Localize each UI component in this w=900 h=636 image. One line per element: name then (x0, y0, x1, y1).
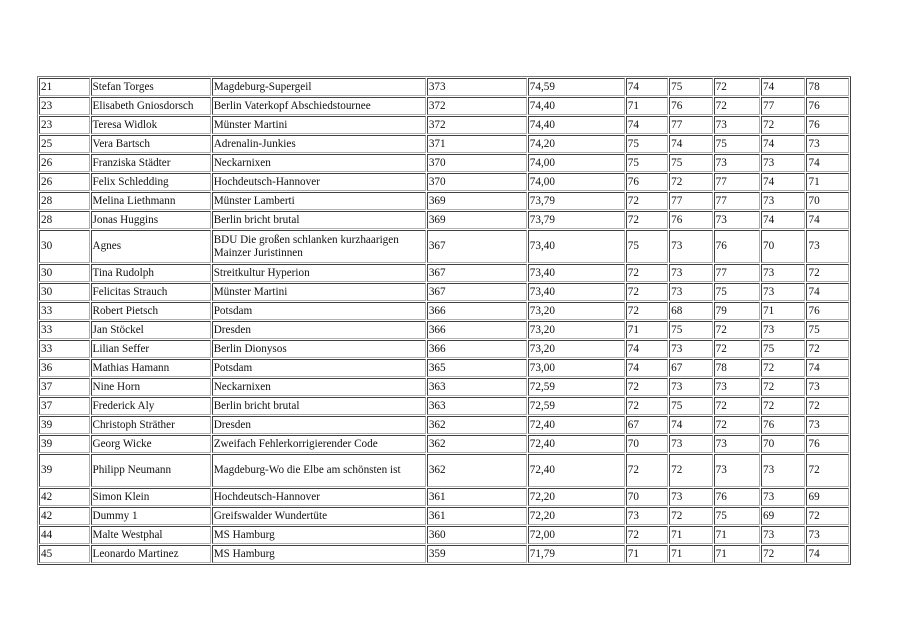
round-score-cell: 75 (626, 230, 668, 263)
average-score-cell: 73,40 (528, 230, 625, 263)
round-score-cell: 70 (806, 192, 849, 210)
round-score-cell: 67 (626, 416, 668, 434)
round-score-cell: 73 (761, 154, 805, 172)
team-cell: Berlin Vaterkopf Abschiedstournee (212, 97, 426, 115)
round-score-cell: 74 (806, 211, 849, 229)
speaker-name-cell: Dummy 1 (91, 507, 211, 525)
rank-cell: 39 (39, 454, 90, 487)
round-score-cell: 75 (714, 135, 760, 153)
round-score-cell: 75 (714, 283, 760, 301)
round-score-cell: 73 (669, 340, 712, 358)
round-score-cell: 79 (714, 302, 760, 320)
round-score-cell: 73 (761, 488, 805, 506)
team-cell: Berlin bricht brutal (212, 397, 426, 415)
round-score-cell: 73 (806, 526, 849, 544)
rank-cell: 25 (39, 135, 90, 153)
round-score-cell: 76 (806, 97, 849, 115)
round-score-cell: 71 (669, 545, 712, 563)
round-score-cell: 72 (806, 264, 849, 282)
round-score-cell: 72 (714, 416, 760, 434)
total-score-cell: 367 (427, 230, 527, 263)
speaker-name-cell: Felicitas Strauch (91, 283, 211, 301)
round-score-cell: 70 (626, 435, 668, 453)
round-score-cell: 76 (669, 97, 712, 115)
round-score-cell: 75 (761, 340, 805, 358)
round-score-cell: 73 (761, 192, 805, 210)
round-score-cell: 78 (714, 359, 760, 377)
average-score-cell: 72,59 (528, 397, 625, 415)
speaker-name-cell: Robert Pietsch (91, 302, 211, 320)
document-page (37, 76, 851, 565)
table-row (39, 359, 849, 377)
total-score-cell: 367 (427, 264, 527, 282)
average-score-cell: 74,20 (528, 135, 625, 153)
average-score-cell: 74,40 (528, 116, 625, 134)
round-score-cell: 68 (669, 302, 712, 320)
team-cell: Dresden (212, 416, 426, 434)
round-score-cell: 74 (806, 283, 849, 301)
team-cell: Adrenalin-Junkies (212, 135, 426, 153)
average-score-cell: 73,20 (528, 340, 625, 358)
round-score-cell: 72 (714, 78, 760, 96)
team-cell: Berlin Dionysos (212, 340, 426, 358)
team-cell: Potsdam (212, 359, 426, 377)
speaker-name-cell: Frederick Aly (91, 397, 211, 415)
round-score-cell: 72 (761, 545, 805, 563)
speaker-name-cell: Elisabeth Gniosdorsch (91, 97, 211, 115)
total-score-cell: 371 (427, 135, 527, 153)
round-score-cell: 72 (714, 97, 760, 115)
speaker-name-cell: Teresa Widlok (91, 116, 211, 134)
round-score-cell: 69 (806, 488, 849, 506)
average-score-cell: 74,40 (528, 97, 625, 115)
total-score-cell: 362 (427, 454, 527, 487)
round-score-cell: 76 (714, 488, 760, 506)
rank-cell: 21 (39, 78, 90, 96)
round-score-cell: 73 (626, 507, 668, 525)
round-score-cell: 73 (714, 116, 760, 134)
rank-cell: 26 (39, 154, 90, 172)
table-row (39, 173, 849, 191)
total-score-cell: 363 (427, 397, 527, 415)
team-cell: Münster Lamberti (212, 192, 426, 210)
table-row (39, 378, 849, 396)
round-score-cell: 73 (806, 416, 849, 434)
round-score-cell: 75 (806, 321, 849, 339)
round-score-cell: 73 (761, 526, 805, 544)
average-score-cell: 73,20 (528, 302, 625, 320)
total-score-cell: 373 (427, 78, 527, 96)
round-score-cell: 72 (761, 378, 805, 396)
speaker-name-cell: Lilian Seffer (91, 340, 211, 358)
table-row (39, 154, 849, 172)
rank-cell: 44 (39, 526, 90, 544)
round-score-cell: 71 (714, 545, 760, 563)
round-score-cell: 77 (714, 264, 760, 282)
speaker-name-cell: Philipp Neumann (91, 454, 211, 487)
total-score-cell: 370 (427, 154, 527, 172)
round-score-cell: 75 (714, 507, 760, 525)
table-row (39, 283, 849, 301)
round-score-cell: 74 (669, 416, 712, 434)
round-score-cell: 72 (626, 526, 668, 544)
speaker-name-cell: Leonardo Martinez (91, 545, 211, 563)
speaker-name-cell: Agnes (91, 230, 211, 263)
round-score-cell: 72 (626, 397, 668, 415)
round-score-cell: 72 (761, 397, 805, 415)
team-cell: MS Hamburg (212, 526, 426, 544)
team-cell: BDU Die großen schlanken kurzhaarigen Mainzer Juristinnen (212, 230, 426, 263)
round-score-cell: 77 (669, 192, 712, 210)
average-score-cell: 74,00 (528, 154, 625, 172)
total-score-cell: 366 (427, 302, 527, 320)
round-score-cell: 73 (714, 378, 760, 396)
total-score-cell: 361 (427, 488, 527, 506)
round-score-cell: 76 (806, 116, 849, 134)
round-score-cell: 74 (806, 154, 849, 172)
speaker-name-cell: Tina Rudolph (91, 264, 211, 282)
round-score-cell: 77 (714, 192, 760, 210)
round-score-cell: 74 (761, 211, 805, 229)
team-cell: Hochdeutsch-Hannover (212, 488, 426, 506)
round-score-cell: 73 (761, 283, 805, 301)
round-score-cell: 75 (626, 154, 668, 172)
round-score-cell: 69 (761, 507, 805, 525)
round-score-cell: 75 (669, 78, 712, 96)
round-score-cell: 73 (669, 378, 712, 396)
round-score-cell: 73 (669, 283, 712, 301)
average-score-cell: 73,40 (528, 283, 625, 301)
rank-cell: 23 (39, 97, 90, 115)
round-score-cell: 76 (626, 173, 668, 191)
table-row (39, 302, 849, 320)
average-score-cell: 73,20 (528, 321, 625, 339)
round-score-cell: 72 (626, 192, 668, 210)
team-cell: Neckarnixen (212, 378, 426, 396)
average-score-cell: 72,20 (528, 488, 625, 506)
round-score-cell: 71 (806, 173, 849, 191)
round-score-cell: 74 (806, 545, 849, 563)
rank-cell: 30 (39, 283, 90, 301)
round-score-cell: 73 (714, 454, 760, 487)
round-score-cell: 75 (626, 135, 668, 153)
round-score-cell: 72 (806, 397, 849, 415)
round-score-cell: 72 (626, 302, 668, 320)
round-score-cell: 73 (761, 454, 805, 487)
table-row (39, 230, 849, 263)
rank-cell: 42 (39, 488, 90, 506)
team-cell: Münster Martini (212, 283, 426, 301)
round-score-cell: 77 (669, 116, 712, 134)
speaker-name-cell: Vera Bartsch (91, 135, 211, 153)
round-score-cell: 77 (714, 173, 760, 191)
rank-cell: 28 (39, 192, 90, 210)
table-row (39, 340, 849, 358)
average-score-cell: 71,79 (528, 545, 625, 563)
round-score-cell: 72 (806, 340, 849, 358)
round-score-cell: 73 (714, 211, 760, 229)
total-score-cell: 365 (427, 359, 527, 377)
total-score-cell: 366 (427, 321, 527, 339)
total-score-cell: 366 (427, 340, 527, 358)
team-cell: Magdeburg-Wo die Elbe am schönsten ist (212, 454, 426, 487)
round-score-cell: 71 (626, 321, 668, 339)
round-score-cell: 72 (626, 264, 668, 282)
round-score-cell: 72 (806, 507, 849, 525)
round-score-cell: 72 (714, 321, 760, 339)
total-score-cell: 372 (427, 97, 527, 115)
round-score-cell: 72 (626, 378, 668, 396)
total-score-cell: 359 (427, 545, 527, 563)
table-row (39, 264, 849, 282)
round-score-cell: 72 (714, 397, 760, 415)
round-score-cell: 73 (669, 435, 712, 453)
team-cell: Streitkultur Hyperion (212, 264, 426, 282)
average-score-cell: 72,40 (528, 416, 625, 434)
round-score-cell: 73 (806, 135, 849, 153)
speaker-name-cell: Franziska Städter (91, 154, 211, 172)
team-cell: Greifswalder Wundertüte (212, 507, 426, 525)
round-score-cell: 76 (761, 416, 805, 434)
team-cell: Hochdeutsch-Hannover (212, 173, 426, 191)
total-score-cell: 360 (427, 526, 527, 544)
average-score-cell: 72,59 (528, 378, 625, 396)
total-score-cell: 369 (427, 211, 527, 229)
table-row (39, 435, 849, 453)
table-row (39, 545, 849, 563)
rank-cell: 30 (39, 230, 90, 263)
rank-cell: 33 (39, 321, 90, 339)
rank-cell: 39 (39, 416, 90, 434)
round-score-cell: 71 (669, 526, 712, 544)
rank-cell: 37 (39, 397, 90, 415)
round-score-cell: 73 (669, 264, 712, 282)
rank-cell: 39 (39, 435, 90, 453)
average-score-cell: 73,40 (528, 264, 625, 282)
round-score-cell: 73 (761, 264, 805, 282)
round-score-cell: 74 (761, 173, 805, 191)
round-score-cell: 76 (669, 211, 712, 229)
round-score-cell: 73 (806, 230, 849, 263)
average-score-cell: 73,00 (528, 359, 625, 377)
rank-cell: 33 (39, 302, 90, 320)
total-score-cell: 370 (427, 173, 527, 191)
rank-cell: 36 (39, 359, 90, 377)
round-score-cell: 74 (626, 340, 668, 358)
average-score-cell: 73,79 (528, 192, 625, 210)
round-score-cell: 73 (761, 321, 805, 339)
round-score-cell: 73 (669, 488, 712, 506)
total-score-cell: 372 (427, 116, 527, 134)
round-score-cell: 74 (761, 78, 805, 96)
table-row (39, 397, 849, 415)
round-score-cell: 74 (761, 135, 805, 153)
team-cell: Zweifach Fehlerkorrigierender Code (212, 435, 426, 453)
round-score-cell: 73 (714, 435, 760, 453)
round-score-cell: 73 (669, 230, 712, 263)
team-cell: Münster Martini (212, 116, 426, 134)
round-score-cell: 76 (806, 302, 849, 320)
speaker-name-cell: Felix Schledding (91, 173, 211, 191)
speaker-ranking-table (37, 76, 851, 565)
round-score-cell: 71 (714, 526, 760, 544)
round-score-cell: 71 (626, 545, 668, 563)
round-score-cell: 72 (626, 454, 668, 487)
rank-cell: 33 (39, 340, 90, 358)
table-row (39, 192, 849, 210)
round-score-cell: 74 (626, 78, 668, 96)
round-score-cell: 70 (626, 488, 668, 506)
rank-cell: 26 (39, 173, 90, 191)
total-score-cell: 362 (427, 435, 527, 453)
round-score-cell: 72 (806, 454, 849, 487)
table-body (39, 78, 849, 563)
round-score-cell: 71 (761, 302, 805, 320)
rank-cell: 28 (39, 211, 90, 229)
total-score-cell: 367 (427, 283, 527, 301)
round-score-cell: 72 (669, 454, 712, 487)
team-cell: Berlin bricht brutal (212, 211, 426, 229)
round-score-cell: 72 (626, 283, 668, 301)
speaker-name-cell: Simon Klein (91, 488, 211, 506)
average-score-cell: 74,59 (528, 78, 625, 96)
round-score-cell: 72 (669, 507, 712, 525)
total-score-cell: 369 (427, 192, 527, 210)
round-score-cell: 72 (761, 359, 805, 377)
round-score-cell: 76 (806, 435, 849, 453)
speaker-name-cell: Jan Stöckel (91, 321, 211, 339)
table-row (39, 116, 849, 134)
round-score-cell: 71 (626, 97, 668, 115)
round-score-cell: 73 (714, 154, 760, 172)
round-score-cell: 75 (669, 397, 712, 415)
round-score-cell: 72 (626, 211, 668, 229)
total-score-cell: 361 (427, 507, 527, 525)
speaker-name-cell: Georg Wicke (91, 435, 211, 453)
table-row (39, 211, 849, 229)
table-row (39, 454, 849, 487)
round-score-cell: 74 (626, 116, 668, 134)
speaker-name-cell: Christoph Sträther (91, 416, 211, 434)
team-cell: MS Hamburg (212, 545, 426, 563)
round-score-cell: 74 (669, 135, 712, 153)
round-score-cell: 75 (669, 321, 712, 339)
team-cell: Dresden (212, 321, 426, 339)
round-score-cell: 78 (806, 78, 849, 96)
rank-cell: 23 (39, 116, 90, 134)
round-score-cell: 72 (761, 116, 805, 134)
average-score-cell: 72,40 (528, 454, 625, 487)
round-score-cell: 73 (806, 378, 849, 396)
table-row (39, 488, 849, 506)
average-score-cell: 73,79 (528, 211, 625, 229)
table-row (39, 78, 849, 96)
speaker-name-cell: Stefan Torges (91, 78, 211, 96)
average-score-cell: 72,40 (528, 435, 625, 453)
table-row (39, 321, 849, 339)
round-score-cell: 76 (714, 230, 760, 263)
speaker-name-cell: Jonas Huggins (91, 211, 211, 229)
round-score-cell: 75 (669, 154, 712, 172)
team-cell: Magdeburg-Supergeil (212, 78, 426, 96)
team-cell: Neckarnixen (212, 154, 426, 172)
round-score-cell: 72 (714, 340, 760, 358)
speaker-name-cell: Melina Liethmann (91, 192, 211, 210)
speaker-name-cell: Nine Horn (91, 378, 211, 396)
round-score-cell: 70 (761, 435, 805, 453)
total-score-cell: 363 (427, 378, 527, 396)
round-score-cell: 74 (626, 359, 668, 377)
table-row (39, 507, 849, 525)
speaker-name-cell: Malte Westphal (91, 526, 211, 544)
table-row (39, 526, 849, 544)
rank-cell: 30 (39, 264, 90, 282)
table-row (39, 97, 849, 115)
rank-cell: 37 (39, 378, 90, 396)
round-score-cell: 77 (761, 97, 805, 115)
table-row (39, 135, 849, 153)
average-score-cell: 72,00 (528, 526, 625, 544)
round-score-cell: 74 (806, 359, 849, 377)
table-row (39, 416, 849, 434)
round-score-cell: 70 (761, 230, 805, 263)
rank-cell: 42 (39, 507, 90, 525)
average-score-cell: 74,00 (528, 173, 625, 191)
speaker-name-cell: Mathias Hamann (91, 359, 211, 377)
team-cell: Potsdam (212, 302, 426, 320)
round-score-cell: 67 (669, 359, 712, 377)
average-score-cell: 72,20 (528, 507, 625, 525)
total-score-cell: 362 (427, 416, 527, 434)
round-score-cell: 72 (669, 173, 712, 191)
rank-cell: 45 (39, 545, 90, 563)
